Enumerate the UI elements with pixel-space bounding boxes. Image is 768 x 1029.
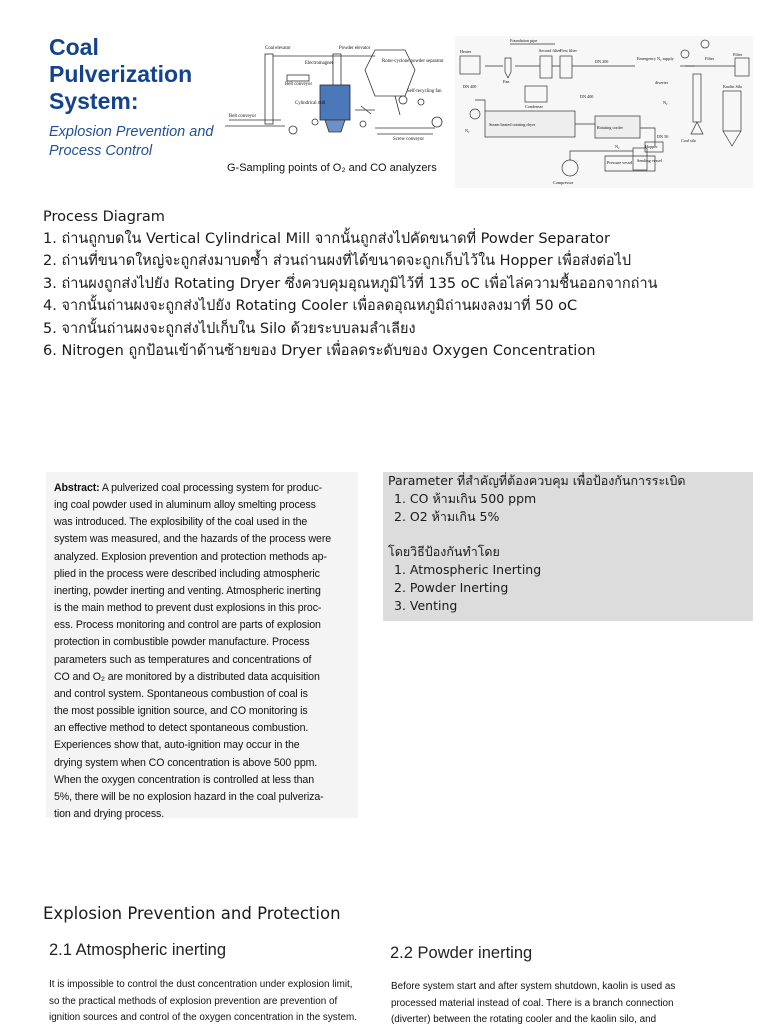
page-title-line: System: <box>49 88 139 114</box>
abstract-line: parameters such as temperatures and concentrations of <box>54 653 312 666</box>
diagram-label: Rotor-cyclone powder separator <box>382 59 444 64</box>
abstract-box <box>46 472 358 818</box>
abstract-line: protection in combustible powder manufacture. Process <box>54 636 310 649</box>
diagram-label: Foundation pipe <box>510 38 538 43</box>
abstract-line: ing coal powder used in aluminum alloy smelting process <box>54 499 316 512</box>
diagram-caption: G-Sampling points of O₂ and CO analyzers <box>227 162 437 174</box>
process-heading: Process Diagram <box>43 209 165 225</box>
abstract-line: Experiences show that, auto-ignition may occur in the <box>54 739 300 752</box>
process-list <box>43 206 763 362</box>
process-step: 4. จากนั้นถ่านผงจะถูกส่งไปยัง Rotating Cooler เพื่อลดอุณหภูมิถ่านผงลงมาที่ 50 oC <box>43 298 578 315</box>
diagram-label: Coal elevator <box>265 46 291 51</box>
parameter-heading: Parameter ที่สำคัญที่ต้องควบคุม เพื่อป้องกันการระเบิด <box>388 473 686 488</box>
diagram-label: Condenser <box>525 104 543 109</box>
abstract-line: plied in the process were described including atmospheric <box>54 567 320 580</box>
diagram-label: DN 200 <box>595 59 609 64</box>
abstract-line: is the main method to prevent dust explosions in this proc- <box>54 602 322 615</box>
diagram-label: Coal silo <box>681 138 697 143</box>
subtitle <box>49 123 224 161</box>
subtitle-line: Process Control <box>49 143 153 159</box>
parameter-content <box>388 472 748 615</box>
diagram-label: Heater <box>460 49 472 54</box>
abstract-line: CO and O₂ are monitored by a distributed data acquisition <box>54 670 320 683</box>
abstract-line: was introduced. The explosibility of the coal used in the <box>54 516 308 529</box>
body-line: It is impossible to control the dust concentration under explosion limit, <box>49 979 353 990</box>
title-block <box>49 34 224 161</box>
method-item: 1. Atmospheric Inerting <box>394 562 542 577</box>
abstract-line: system was measured, and the hazards of the process were <box>54 533 332 546</box>
diagram-label: Hopper <box>645 144 658 149</box>
diagram-label: DN 400 <box>580 94 594 99</box>
diagram-label: Emergency N₂ supply <box>637 56 674 61</box>
diagram-label: diverter <box>655 80 669 85</box>
process-step: 2. ถ่านที่ขนาดใหญ่จะถูกส่งมาบดซ้ำ ส่วนถ่านผงที่ได้ขนาดจะถูกเก็บไว้ใน Hopper เพื่อส่งต่อไป <box>43 253 632 270</box>
diagram-label: Sending vessel <box>637 158 663 163</box>
abstract-line: inerting, powder inerting and venting. Atmospheric inerting <box>54 584 321 597</box>
diagram-label: N₂ <box>663 100 668 105</box>
diagram-label: Steam heated rotating dryer <box>489 122 536 127</box>
diagram-label: Belt conveyor <box>229 114 257 119</box>
abstract-line: analyzed. Explosion prevention and protection methods ap- <box>54 550 327 563</box>
page-title-line: Pulverization <box>49 61 193 87</box>
abstract-line: tion and drying process. <box>54 807 165 820</box>
diagram-label: Self-recycling fan <box>407 89 442 94</box>
process-step: 6. Nitrogen ถูกป้อนเข้าด้านซ้ายของ Dryer เพื่อลดระดับของ Oxygen Concentration <box>43 343 596 360</box>
coal-mill-diagram <box>225 40 457 178</box>
body-line: ignition sources and control of the oxygen concentration in the system. <box>49 1012 357 1023</box>
body-line: so the practical methods of explosion prevention are prevention of <box>49 995 338 1007</box>
diagram-label: DN 50 <box>657 134 669 139</box>
abstract-line: drying system when CO concentration is above 500 ppm. <box>54 756 318 769</box>
body-line: (diverter) between the rotating cooler and the kaolin silo, and <box>391 1014 657 1025</box>
abstract-line: ess. Process monitoring and control are parts of explosion <box>54 619 321 632</box>
method-item: 2. Powder Inerting <box>394 580 509 595</box>
atmospheric-body <box>49 977 379 1027</box>
diagram-label: N₂ <box>615 144 620 149</box>
diagram-label: Cylindrical mill <box>295 101 326 106</box>
process-step: 5. จากนั้นถ่านผงจะถูกส่งไปเก็บใน Silo ด้วยระบบลมลำเลียง <box>43 320 416 337</box>
subtitle-line: Explosion Prevention and <box>49 124 214 140</box>
parameter-item: 2. O2 ห้ามเกิน 5% <box>394 509 500 524</box>
diagram-label: Second filter <box>539 48 561 53</box>
drying-system-diagram <box>455 36 753 188</box>
diagram-label: N₂ <box>465 128 470 133</box>
diagram-label: First filter <box>560 48 577 53</box>
diagram-label: Kaolin Silo <box>723 84 743 89</box>
diagram-label: DN 400 <box>463 84 477 89</box>
abstract-line: the most possible ignition source, and CO monitoring is <box>54 705 308 718</box>
diagram-label: Powder elevator <box>339 46 371 51</box>
abstract-line: When the oxygen concentration is controlled at less than <box>54 773 314 786</box>
page-title-line: Coal <box>49 34 99 60</box>
diagram-label: Filter <box>705 56 715 61</box>
diagram-label: Belt conveyor <box>285 82 313 87</box>
abstract-line: 5%, there will be no explosion hazard in the coal pulveriza- <box>54 790 324 803</box>
abstract-text <box>54 480 352 823</box>
section-heading: Explosion Prevention and Protection <box>43 904 341 923</box>
body-line: processed material instead of coal. There is a branch connection <box>391 997 674 1009</box>
diagram-label: Fan <box>503 79 510 84</box>
diagram-label: Electromagnet <box>305 61 333 66</box>
process-step: 3. ถ่านผงถูกส่งไปยัง Rotating Dryer ซึ่งควบคุมอุณหภูมิไว้ที่ 135 oC เพื่อไล่ความชื้นออกจากถ่าน <box>43 275 658 292</box>
parameter-box <box>383 472 753 621</box>
diagram-label: Compressor <box>553 180 574 185</box>
process-step: 1. ถ่านถูกบดใน Vertical Cylindrical Mill จากนั้นถูกส่งไปคัดขนาดที่ Powder Separator <box>43 231 610 247</box>
parameter-item: 1. CO ห้ามเกิน 500 ppm <box>394 491 537 506</box>
diagram-label: Rotating cooler <box>597 125 623 130</box>
abstract-label: Abstract: <box>54 482 100 494</box>
subsection-title-atmospheric: 2.1 Atmospheric inerting <box>49 941 227 959</box>
abstract-line: A pulverized coal processing system for produc- <box>99 482 323 494</box>
abstract-line: an effective method to detect spontaneous combustion. <box>54 722 309 735</box>
subsection-title-powder: 2.2 Powder inerting <box>390 944 533 962</box>
methods-heading: โดยวิธีป้องกันทำโดย <box>388 544 500 559</box>
body-line: Before system start and after system shutdown, kaolin is used as <box>391 981 676 992</box>
method-item: 3. Venting <box>394 598 458 613</box>
diagram-label: Filter <box>733 52 743 57</box>
diagram-label: Screw conveyor <box>393 137 425 142</box>
diagram-label: Pressure vessel <box>607 160 633 165</box>
abstract-line: and control system. Spontaneous combustion of coal is <box>54 687 308 700</box>
powder-body <box>391 979 711 1029</box>
